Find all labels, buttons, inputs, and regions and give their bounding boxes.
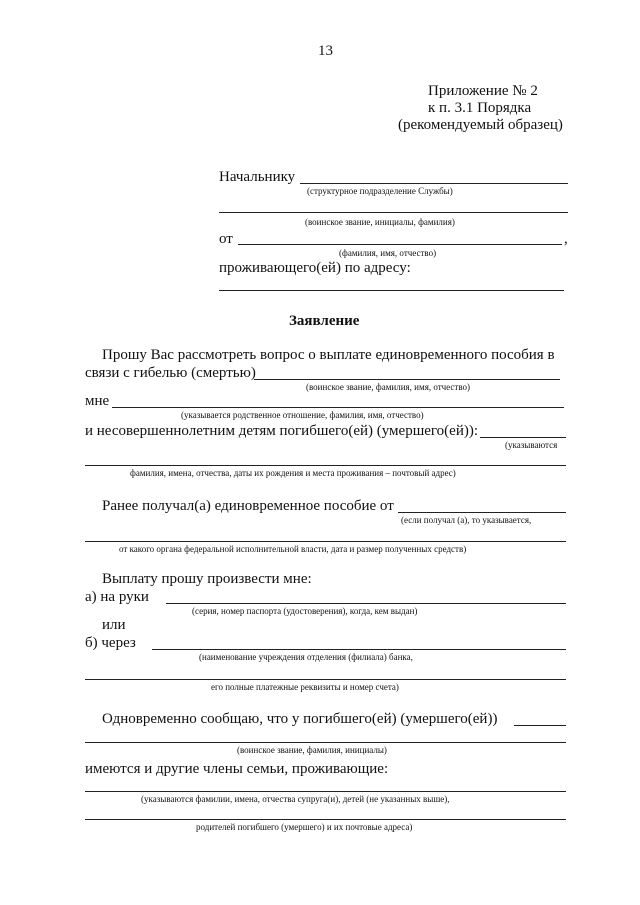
children-details-field[interactable] (85, 465, 566, 466)
page-number: 13 (318, 43, 333, 59)
family-label: имеются и другие члены семьи, проживающие: (85, 761, 389, 777)
hint-relation: (указывается родственное отношение, фамилия, имя, отчество) (181, 410, 424, 420)
rank-field[interactable] (219, 212, 568, 213)
appendix-note: (рекомендуемый образец) (398, 117, 563, 133)
requisites-field[interactable] (85, 679, 566, 680)
hint-if-received: (если получал (а), то указывается, (401, 515, 532, 525)
children-label: и несовершеннолетним детям погибшего(ей) (умершего(ей)): (85, 423, 479, 439)
also-inform-label: Одновременно сообщаю, что у погибшего(ей) (умершего(ей)) (102, 711, 498, 727)
hint-indicated: (указываются (505, 440, 558, 450)
from-field[interactable] (238, 244, 562, 245)
me-label: мне (85, 393, 110, 409)
hint-rank: (воинское звание, инициалы, фамилия) (305, 217, 455, 227)
relation-field[interactable] (112, 407, 564, 408)
option-bank-label: б) через (85, 635, 136, 651)
hint-fio: (фамилия, имя, отчество) (339, 248, 437, 258)
request-line-1: Прошу Вас рассмотреть вопрос о выплате единовременного пособия в (102, 347, 555, 363)
payment-label: Выплату прошу произвести мне: (102, 571, 312, 587)
address-field[interactable] (219, 290, 564, 291)
residing-label: проживающего(ей) по адресу: (219, 260, 411, 276)
appendix-reference: к п. 3.1 Порядка (428, 100, 532, 116)
hint-unit: (структурное подразделение Службы) (307, 186, 453, 196)
parents-field[interactable] (85, 819, 566, 820)
or-label: или (102, 617, 126, 633)
earlier-label: Ранее получал(а) единовременное пособие от (102, 498, 394, 514)
unit-field[interactable] (300, 183, 568, 184)
bank-field[interactable] (152, 649, 566, 650)
request-line-2: связи с гибелью (смертью) (85, 365, 256, 381)
to-head-label: Начальнику (219, 169, 296, 185)
from-label: от (219, 231, 233, 247)
hint-deceased: (воинское звание, фамилия, имя, отчество) (306, 382, 470, 392)
hint-passport: (серия, номер паспорта (удостоверения), когда, кем выдан) (192, 606, 418, 616)
rank-fio-field[interactable] (85, 742, 566, 743)
document-title: Заявление (289, 313, 360, 329)
hint-from-which-org: от какого органа федеральной исполнительной власти, дата и размер полученных средств) (119, 544, 467, 554)
hint-requisites: его полные платежные реквизиты и номер счета) (211, 682, 399, 692)
appendix-title: Приложение № 2 (428, 83, 538, 99)
hint-bank: (наименование учреждения отделения (филиала) банка, (199, 652, 413, 662)
hint-family: (указываются фамилии, имена, отчества супруга(и), детей (не указанных выше), (141, 794, 450, 804)
passport-field[interactable] (166, 603, 566, 604)
hint-children: фамилия, имена, отчества, даты их рождения и места проживания – почтовый адрес) (130, 468, 456, 478)
hint-parents: родителей погибшего (умершего) и их почтовые адреса) (196, 822, 413, 832)
family-field[interactable] (85, 791, 566, 792)
comma: , (564, 231, 568, 247)
earlier-details-field[interactable] (85, 541, 566, 542)
option-cash-label: а) на руки (85, 589, 149, 605)
also-inform-field[interactable] (514, 725, 566, 726)
hint-rank-fio: (воинское звание, фамилия, инициалы) (237, 745, 387, 755)
children-field[interactable] (480, 437, 566, 438)
deceased-field[interactable] (254, 379, 560, 380)
earlier-field[interactable] (398, 512, 566, 513)
